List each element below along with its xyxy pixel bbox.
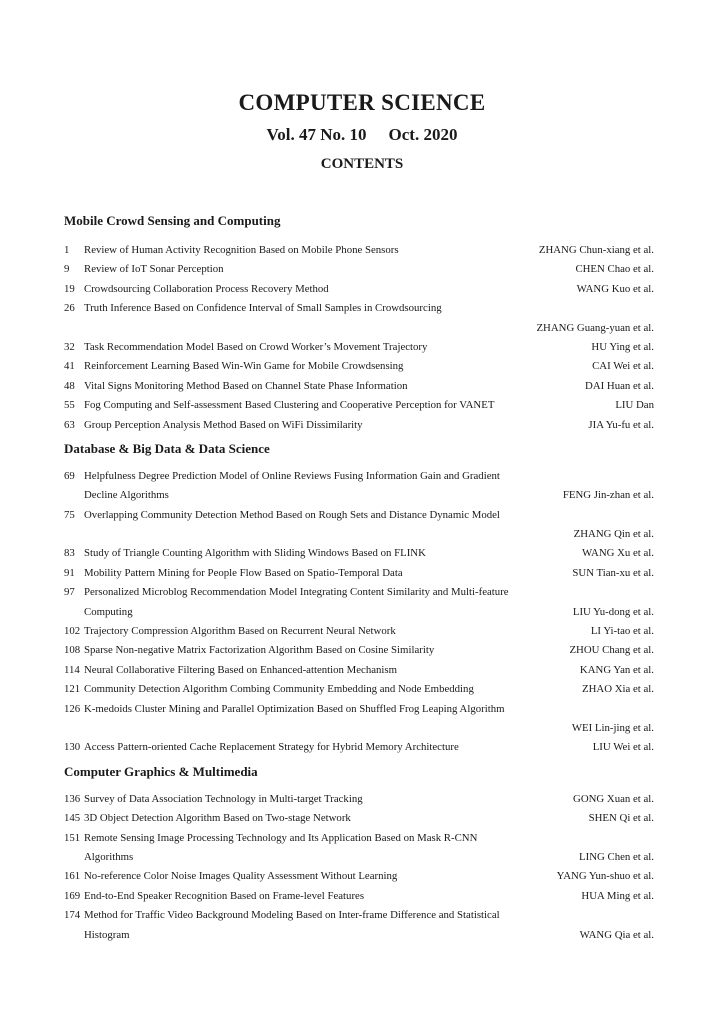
toc-entry-line xyxy=(64,544,654,563)
toc-entry-line xyxy=(64,738,654,757)
article-authors: CAI Wei et al. xyxy=(592,360,654,373)
toc-entry-line xyxy=(64,241,654,260)
toc-entry[interactable] xyxy=(64,260,654,279)
page-number: 55 xyxy=(64,399,75,412)
article-title: Study of Triangle Counting Algorithm with Sliding Windows Based on FLINK xyxy=(84,547,426,560)
article-title: Overlapping Community Detection Method Based on Rough Sets and Distance Dynamic Model xyxy=(84,508,500,521)
article-authors: SHEN Qi et al. xyxy=(588,812,654,825)
section-heading: Mobile Crowd Sensing and Computing xyxy=(64,213,281,228)
article-title: Survey of Data Association Technology in Multi-target Tracking xyxy=(84,792,363,805)
toc-entry-line xyxy=(64,641,654,660)
toc-entry-line xyxy=(64,719,654,738)
toc-entry-line xyxy=(64,680,654,699)
toc-entry-line xyxy=(64,700,654,719)
page-number: 151 xyxy=(64,831,81,844)
article-authors: ZHANG Chun-xiang et al. xyxy=(538,244,654,256)
toc-entry-line xyxy=(64,906,654,925)
article-title: Histogram xyxy=(84,928,130,941)
journal-title: COMPUTER SCIENCE xyxy=(238,90,486,115)
article-title: Decline Algorithms xyxy=(84,489,169,502)
toc-entry-line xyxy=(64,319,654,338)
toc-entry-line xyxy=(64,867,654,886)
article-title: Access Pattern-oriented Cache Replacement Strategy for Hybrid Memory Architecture xyxy=(84,741,459,754)
article-authors: ZHAO Xia et al. xyxy=(582,683,654,696)
article-title: Remote Sensing Image Processing Technology and Its Application Based on Mask R-CNN xyxy=(84,831,478,844)
toc-entry[interactable] xyxy=(64,641,654,660)
page-number: 69 xyxy=(64,469,75,482)
article-title: 3D Object Detection Algorithm Based on Two-stage Network xyxy=(84,812,351,825)
toc-entry-line xyxy=(64,829,654,848)
toc-entry[interactable] xyxy=(64,622,654,641)
article-title: Review of Human Activity Recognition Based on Mobile Phone Sensors xyxy=(84,244,399,256)
toc-entry-line xyxy=(64,622,654,641)
article-title: K-medoids Cluster Mining and Parallel Optimization Based on Shuffled Frog Leaping Algorithm xyxy=(84,702,505,715)
page-number: 48 xyxy=(64,379,75,392)
article-title: Neural Collaborative Filtering Based on Enhanced-attention Mechanism xyxy=(84,663,398,676)
article-authors: DAI Huan et al. xyxy=(585,379,654,392)
article-title: Computing xyxy=(84,605,133,618)
toc-entry-line xyxy=(64,926,654,945)
toc-entry-line xyxy=(64,357,654,376)
article-authors: YANG Yun-shuo et al. xyxy=(556,870,654,883)
article-title: No-reference Color Noise Images Quality Assessment Without Learning xyxy=(84,870,398,883)
article-title: Review of IoT Sonar Perception xyxy=(84,263,224,276)
toc-entry-line xyxy=(64,396,654,415)
page-number: 9 xyxy=(64,263,70,276)
article-authors: ZHANG Guang-yuan et al. xyxy=(536,321,654,334)
article-title: Fog Computing and Self-assessment Based Clustering and Cooperative Perception for VANET xyxy=(84,399,495,412)
toc-entry[interactable] xyxy=(64,357,654,376)
toc-entry[interactable] xyxy=(64,377,654,396)
toc-entry[interactable] xyxy=(64,416,654,435)
toc-entry-line xyxy=(64,377,654,396)
toc-entry-line xyxy=(64,506,654,525)
toc-entry-line xyxy=(64,887,654,906)
article-authors: WANG Xu et al. xyxy=(582,547,654,560)
page-number: 41 xyxy=(64,360,75,373)
issue-line xyxy=(0,125,724,145)
article-title: Algorithms xyxy=(84,850,134,863)
page-number: 136 xyxy=(64,792,81,805)
contents-heading: CONTENTS xyxy=(320,156,404,172)
page-number: 83 xyxy=(64,547,75,560)
page-number: 145 xyxy=(64,812,81,825)
toc-entry-line xyxy=(64,525,654,544)
toc-entry[interactable] xyxy=(64,790,654,809)
article-title: Truth Inference Based on Confidence Interval of Small Samples in Crowdsourcing xyxy=(84,302,442,315)
article-title: Reinforcement Learning Based Win-Win Game for Mobile Crowdsensing xyxy=(84,360,404,373)
article-title: Mobility Pattern Mining for People Flow Based on Spatio-Temporal Data xyxy=(84,566,403,579)
article-authors: HU Ying et al. xyxy=(591,340,654,353)
toc-entry-line xyxy=(64,564,654,583)
toc-entry-line xyxy=(64,299,654,318)
toc-entry[interactable] xyxy=(64,809,654,828)
toc-entry-line xyxy=(64,848,654,867)
page-number: 126 xyxy=(64,702,81,715)
toc-entry[interactable] xyxy=(64,241,654,260)
table-of-contents xyxy=(64,210,654,945)
section-heading: Computer Graphics & Multimedia xyxy=(64,763,258,779)
article-title: Sparse Non-negative Matrix Factorization Algorithm Based on Cosine Similarity xyxy=(84,644,435,657)
article-title: Vital Signs Monitoring Method Based on Channel State Phase Information xyxy=(84,379,408,392)
page-number: 91 xyxy=(64,566,75,579)
article-authors: JIA Yu-fu et al. xyxy=(588,418,654,431)
toc-entry-line xyxy=(64,338,654,357)
toc-entry[interactable] xyxy=(64,280,654,299)
toc-entry[interactable] xyxy=(64,680,654,699)
toc-entry[interactable] xyxy=(64,887,654,906)
toc-entry[interactable] xyxy=(64,738,654,757)
toc-entry[interactable] xyxy=(64,583,654,622)
article-authors: LIU Wei et al. xyxy=(592,741,654,754)
toc-entry[interactable] xyxy=(64,700,654,739)
page-number: 102 xyxy=(64,625,81,638)
article-title: Trajectory Compression Algorithm Based on Recurrent Neural Network xyxy=(84,625,396,638)
toc-entry[interactable] xyxy=(64,661,654,680)
page-number: 161 xyxy=(64,870,81,883)
toc-entry[interactable] xyxy=(64,544,654,563)
toc-entry-line xyxy=(64,416,654,435)
toc-entry-line xyxy=(64,260,654,279)
toc-entry-line xyxy=(64,280,654,299)
toc-entry[interactable] xyxy=(64,867,654,886)
article-title: Crowdsourcing Collaboration Process Recovery Method xyxy=(84,282,329,295)
article-title: Group Perception Analysis Method Based on WiFi Dissimilarity xyxy=(84,418,363,431)
article-title: Method for Traffic Video Background Modeling Based on Inter-frame Difference and Statistical xyxy=(84,909,500,922)
page-number: 63 xyxy=(64,418,75,431)
page-number: 32 xyxy=(64,340,75,353)
article-authors: WEI Lin-jing et al. xyxy=(571,721,654,734)
issue-date: Oct. 2020 xyxy=(388,125,458,144)
article-authors: LING Chen et al. xyxy=(579,850,654,863)
page-number: 169 xyxy=(64,889,81,902)
article-authors: ZHANG Qin et al. xyxy=(573,528,654,541)
toc-entry[interactable] xyxy=(64,829,654,868)
page-number: 114 xyxy=(64,663,80,676)
article-authors: FENG Jin-zhan et al. xyxy=(562,489,654,502)
toc-entry-line xyxy=(64,583,654,602)
article-authors: WANG Qia et al. xyxy=(579,928,654,941)
toc-entry-line xyxy=(64,603,654,622)
article-authors: LIU Yu-dong et al. xyxy=(572,605,654,618)
toc-entry-line xyxy=(64,486,654,505)
page-number: 121 xyxy=(64,683,81,696)
article-authors: HUA Ming et al. xyxy=(581,889,654,902)
page-number: 26 xyxy=(64,302,75,315)
page-number: 97 xyxy=(64,586,75,599)
article-title: Personalized Microblog Recommendation Model Integrating Content Similarity and Multi-feature xyxy=(84,586,509,599)
toc-entry[interactable] xyxy=(64,467,654,506)
article-title: End-to-End Speaker Recognition Based on Frame-level Features xyxy=(84,889,365,902)
article-authors: LI Yi-tao et al. xyxy=(590,625,654,638)
toc-entry-line xyxy=(64,809,654,828)
volume-number: Vol. 47 No. 10 xyxy=(266,125,367,144)
page-number: 108 xyxy=(64,644,81,657)
page-number: 130 xyxy=(64,741,81,754)
article-authors: LIU Dan xyxy=(615,399,654,412)
toc-entry[interactable] xyxy=(64,564,654,583)
toc-entry[interactable] xyxy=(64,299,654,338)
page-number: 1 xyxy=(64,244,70,256)
article-title: Helpfulness Degree Prediction Model of Online Reviews Fusing Information Gain and Gradient xyxy=(84,469,500,482)
toc-entry-line xyxy=(64,467,654,486)
article-title: Task Recommendation Model Based on Crowd Worker’s Movement Trajectory xyxy=(84,340,428,353)
article-authors: WANG Kuo et al. xyxy=(576,282,654,295)
toc-entry-line xyxy=(64,790,654,809)
article-authors: CHEN Chao et al. xyxy=(575,263,654,276)
toc-entry[interactable] xyxy=(64,906,654,945)
page-number: 75 xyxy=(64,508,75,521)
toc-entry-line xyxy=(64,661,654,680)
article-authors: GONG Xuan et al. xyxy=(573,792,654,805)
article-authors: ZHOU Chang et al. xyxy=(569,644,654,657)
toc-entry[interactable] xyxy=(64,506,654,545)
article-title: Community Detection Algorithm Combing Community Embedding and Node Embedding xyxy=(84,683,474,696)
page-number: 174 xyxy=(64,909,81,922)
page-number: 19 xyxy=(64,282,75,295)
article-authors: SUN Tian-xu et al. xyxy=(572,566,654,579)
section-heading: Database & Big Data & Data Science xyxy=(64,440,270,456)
article-authors: KANG Yan et al. xyxy=(579,663,654,676)
toc-entry[interactable] xyxy=(64,396,654,415)
toc-entry[interactable] xyxy=(64,338,654,357)
